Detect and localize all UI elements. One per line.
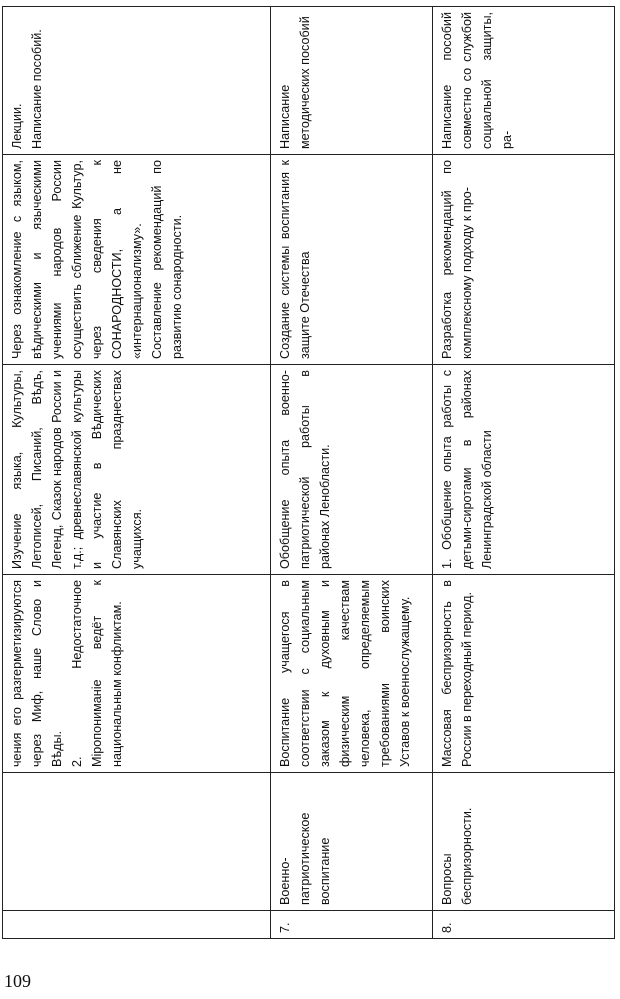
row-number-cell: 7. <box>271 911 433 939</box>
page-number: 109 <box>4 971 31 991</box>
problem-cell: чения его разгерметизируются через Миф, наше Слово и Вѣды. 2. Недостаточное Міропониманіе ведёт к национальным конфликтам. <box>3 575 271 773</box>
result-cell: Создание системы воспитания к защите Отечества <box>271 155 433 365</box>
result-cell: Разработка рекомендаций по комплексному подходу к про- <box>433 155 615 365</box>
table-row <box>271 7 433 939</box>
problem-cell: Массовая беспризорность в России в переходный период. <box>433 575 615 773</box>
form-cell: Написание пособий совместно со службой социальной защиты, ра- <box>433 7 615 155</box>
implementation-cell: 1. Обобщение опыта работы с детьми-сиротами в районах Ленинградской области <box>433 365 615 575</box>
row-number-cell <box>3 911 271 939</box>
table-row <box>433 7 615 939</box>
program-table <box>2 6 615 939</box>
problem-cell: Воспитание учащегося в соответствии с социальным заказом к духовным и физическим качествам человека, определяемым требованиями воинских Уставов к военнослужащему. <box>271 575 433 773</box>
implementation-cell: Обобщение опыта военно-патриотической работы в районах Ленобласти. <box>271 365 433 575</box>
result-cell: Через ознакомление с языком, вѣдическими и языческими учениями народов России осуществить сближение Культур, через сведения к СОНАРОДНОСТИ, а не «интернационализму». Составление рекомендаций по развитию сонародности. <box>3 155 271 365</box>
implementation-cell: Изучение языка, Культуры, Летописей, Писаний, Вѣдъ, Легенд, Сказок народов России и т.д.; древнеславянской культуры и участие в Вѣдических Славянских празднествах учащихся. <box>3 365 271 575</box>
form-cell: Лекции. Написание пособий. <box>3 7 271 155</box>
topic-cell: Вопросы беспризорности. <box>433 773 615 911</box>
form-cell: Написание методических пособий <box>271 7 433 155</box>
row-number-cell: 8. <box>433 911 615 939</box>
topic-cell <box>3 773 271 911</box>
table-row <box>3 7 271 939</box>
topic-cell: Военно-патриотическое воспитание <box>271 773 433 911</box>
